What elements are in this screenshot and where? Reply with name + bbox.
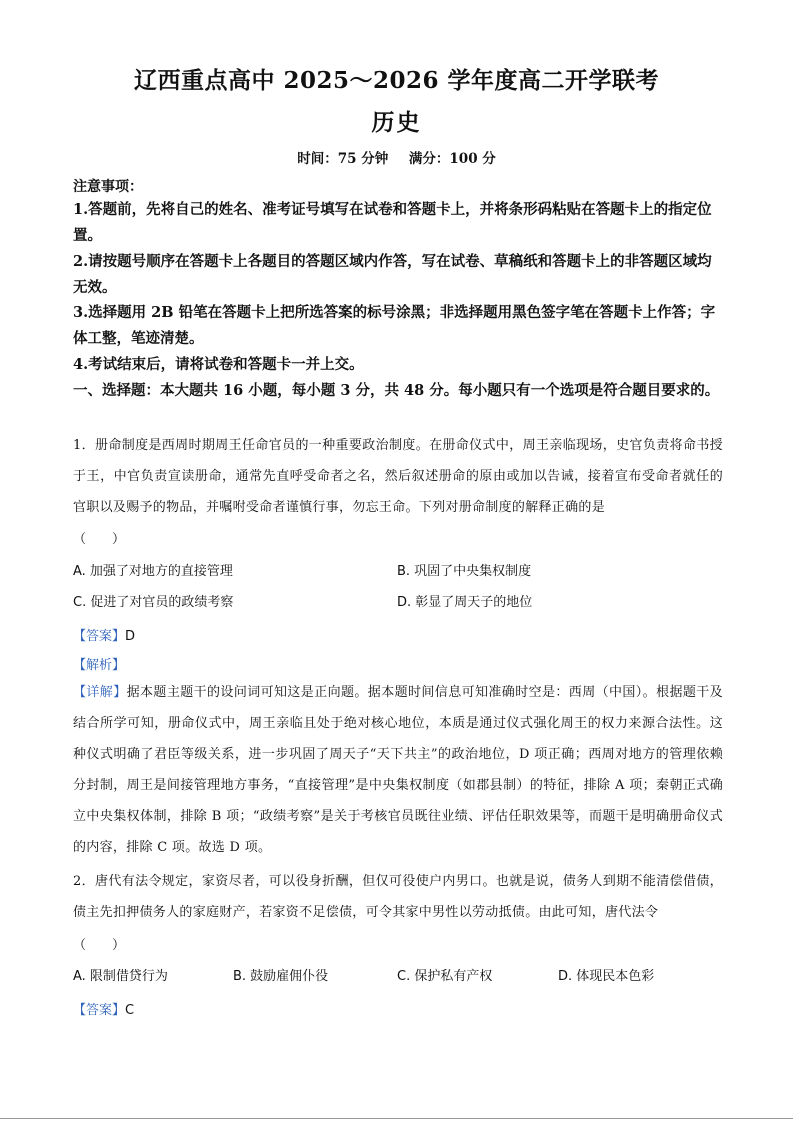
question-1-option-b: B. 巩固了中央集权制度 — [397, 564, 532, 579]
notice-item-1: 1.答题前，先将自己的姓名、准考证号填写在试卷和答题卡上，并将条形码粘贴在答题卡上的指定位置。 — [73, 201, 712, 244]
question-2-option-c: C. 保护私有产权 — [397, 969, 493, 984]
question-1-option-d: D. 彰显了周天子的地位 — [397, 595, 533, 610]
notice-heading: 注意事项： — [73, 179, 143, 195]
exam-meta — [0, 147, 793, 167]
question-2-option-a: A. 限制借贷行为 — [73, 969, 168, 984]
full-score: 满分：100 分 — [408, 151, 496, 167]
question-2-option-b: B. 鼓励雇佣仆役 — [233, 969, 329, 984]
question-1-option-c: C. 促进了对官员的政绩考察 — [73, 595, 234, 610]
question-1-analysis: 【解析】 — [73, 658, 126, 673]
subject-title: 历史 — [371, 109, 422, 136]
notice-item-2: 2.请按题号顺序在答题卡上各题目的答题区域内作答，写在试卷、草稿纸和答题卡上的非答题区域均无效。 — [73, 253, 712, 296]
section-heading: 一、选择题：本大题共 16 小题，每小题 3 分，共 48 分。每小题只有一个选项是符合题目要求的。 — [73, 382, 720, 399]
question-2-paren: （ ） — [73, 938, 126, 953]
question-2-option-d: D. 体现民本色彩 — [558, 969, 655, 984]
exam-title: 辽西重点高中 2025～2026 学年度高二开学联考 — [133, 67, 660, 94]
notice-item-3: 3.选择题用 2B 铅笔在答题卡上把所选答案的标号涂黑；非选择题用黑色签字笔在答题卡上作答；字体工整，笔迹清楚。 — [73, 304, 716, 347]
question-2-stem: 2．唐代有法令规定，家资尽者，可以役身折酬，但仅可役使户内男口。也就是说，债务人到期不能清偿借债，债主先扣押债务人的家庭财产，若家资不足偿债，可令其家中男性以劳动抵债。由此可知，唐代法令 — [73, 874, 723, 920]
question-1-detail: 【详解】据本题主题干的设问词可知这是正向题。据本题时间信息可知准确时空是：西周（中国）。根据题干及结合所学可知，册命仪式中，周王亲临且处于绝对核心地位，本质是通过仪式强化周王的权力来源合法性。这种仪式明确了君臣等级关系，进一步巩固了周天子“天下共主”的政治地位，D 项正确；西周对地方的管理依赖分封制，周王是间接管理地方事务，“直接管理”是中央集权制度（如郡县制）的特征，排除 A 项；秦朝正式确立中央集权体制，排除 B 项；“政绩考察”是关于考核官员既往业绩、评估任职效果等，而题干是明确册命仪式的内容，排除 C 项。故选 D 项。 — [73, 685, 723, 855]
answer-value: C — [125, 1003, 135, 1018]
detail-text: 据本题主题干的设问词可知这是正向题。据本题时间信息可知准确时空是：西周（中国）。根据题干及结合所学可知，册命仪式中，周王亲临且处于绝对核心地位，本质是通过仪式强化周王的权力来源合法性。这种仪式明确了君臣等级关系，进一步巩固了周天子“天下共主”的政治地位，D 项正确；西周对地方的管理依赖分封制，周王是间接管理地方事务，“直接管理”是中央集权制度（如郡县制）的特征，排除 A 项；秦朝正式确立中央集权体制，排除 B 项；“政绩考察”是关于考核官员既往业绩、评估任职效果等，而题干是明确册命仪式的内容，排除 C 项。故选 D 项。 — [73, 685, 723, 855]
question-1-paren: （ ） — [73, 532, 126, 547]
answer-value: D — [125, 629, 136, 644]
detail-label: 详解 — [86, 685, 114, 700]
answer-label: 答案 — [86, 1003, 113, 1018]
question-1-option-a: A. 加强了对地方的直接管理 — [73, 564, 233, 579]
time-limit: 时间：75 分钟 — [297, 151, 389, 167]
question-1-answer: 【答案】D — [73, 629, 136, 644]
question-2-answer: 【答案】C — [73, 1003, 135, 1018]
answer-label: 答案 — [86, 629, 113, 644]
page-bottom-rule — [0, 1118, 793, 1119]
notice-item-4: 4.考试结束后，请将试卷和答题卡一并上交。 — [73, 356, 364, 373]
analysis-label: 解析 — [86, 658, 113, 673]
question-1-stem: 1．册命制度是西周时期周王任命官员的一种重要政治制度。在册命仪式中，周王亲临现场，史官负责将命书授于王，中官负责宣读册命，通常先直呼受命者之名，然后叙述册命的原由或加以告诫，接着宣布受命者就任的官职以及赐予的物品，并嘱咐受命者谨慎行事，勿忘王命。下列对册命制度的解释正确的是 — [73, 438, 723, 515]
